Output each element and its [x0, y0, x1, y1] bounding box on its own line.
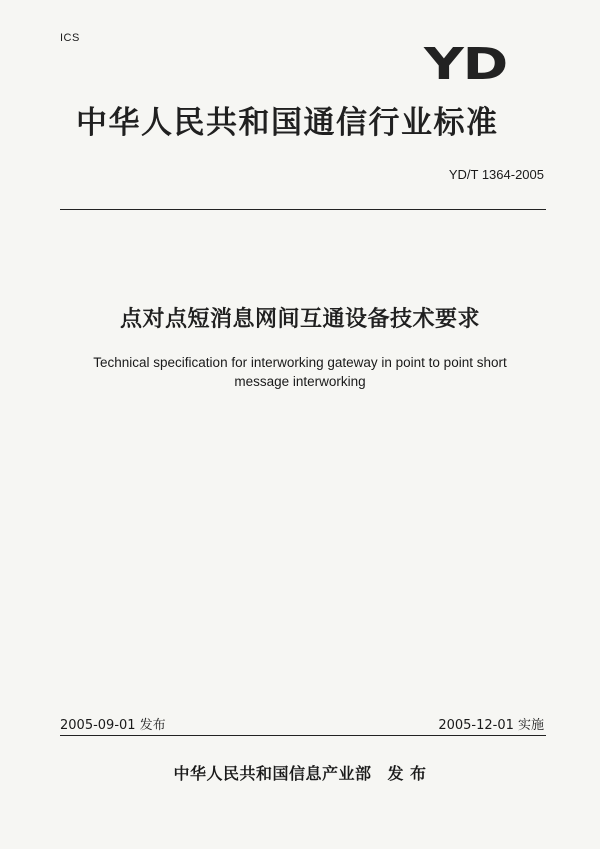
- issuer-suffix: 发 布: [387, 764, 427, 783]
- document-title-en-line2: message interworking: [234, 374, 366, 389]
- issue-date: 2005-09-01 发布: [60, 718, 166, 733]
- standard-number: YD/T 1364-2005: [448, 167, 544, 182]
- header-title: 中华人民共和国通信行业标准: [76, 105, 499, 141]
- yd-logo: YD: [424, 39, 507, 90]
- bottom-divider: [60, 735, 546, 736]
- issuer-line: [0, 761, 600, 784]
- document-title-en: [40, 353, 560, 391]
- implementation-date: 2005-12-01 实施: [438, 718, 544, 733]
- top-divider: [60, 209, 546, 210]
- document-title-cn: 点对点短消息网间互通设备技术要求: [119, 307, 480, 332]
- ics-label: ICS: [60, 32, 80, 44]
- document-title-en-line1: Technical specification for interworking gateway in point to point short: [93, 355, 507, 370]
- issuer-name: 中华人民共和国信息产业部: [173, 764, 372, 783]
